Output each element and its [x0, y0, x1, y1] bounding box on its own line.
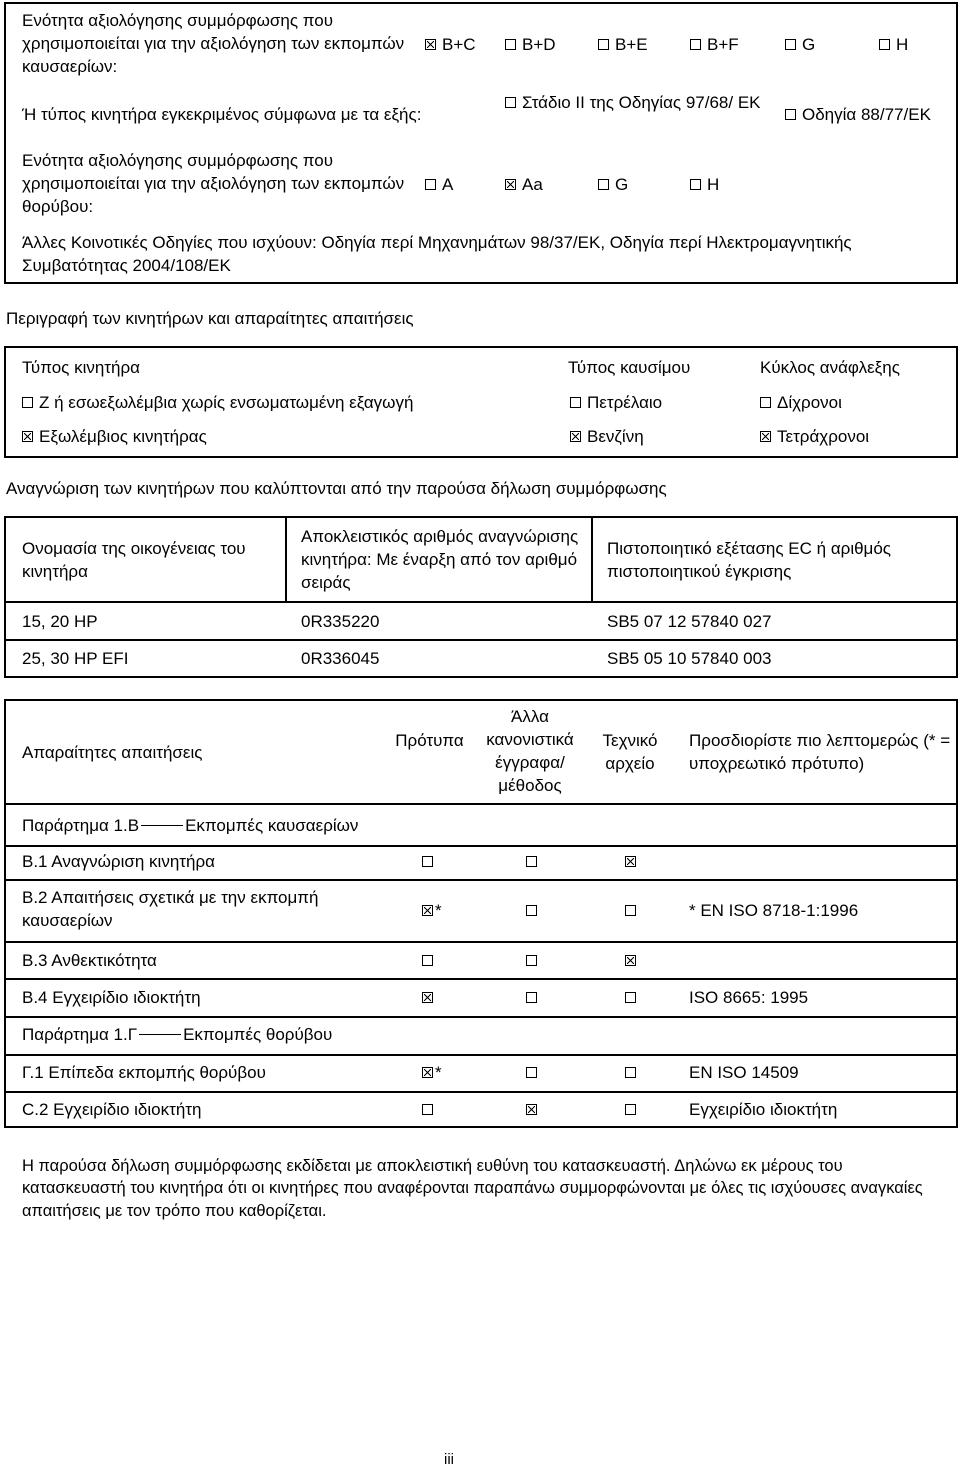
table-row-certificate: SB5 07 12 57840 027 [607, 612, 772, 631]
checkbox[interactable] [526, 856, 537, 867]
noise-option-g[interactable]: G [598, 174, 628, 197]
checkbox[interactable] [625, 955, 636, 966]
checkbox[interactable] [526, 1067, 537, 1078]
engine-type-option-outboard[interactable]: Εξωλέμβιος κινητήρας [22, 426, 207, 449]
fuel-type-header: Τύπος καυσίμου [568, 358, 691, 377]
noise-eval-label: Ενότητα αξιολόγησης συμμόρφωσης που χρησιμοποιείται για την αξιολόγηση των εκπομπών θορύβου: [22, 151, 405, 216]
noise-option-h[interactable]: H [690, 174, 719, 197]
certificate-header: Πιστοποιητικό εξέτασης EC ή αριθμός πιστοποιητικού έγκρισης [607, 539, 891, 581]
checkbox[interactable] [625, 856, 636, 867]
other-docs-checkbox[interactable] [526, 900, 543, 923]
exhaust-option-bc[interactable]: B+C [425, 34, 476, 57]
other-docs-checkbox[interactable] [526, 1099, 543, 1122]
exhaust-option-h[interactable]: H [879, 34, 908, 57]
checkbox[interactable] [422, 856, 433, 867]
requirement-row-label: Γ.1 Επίπεδα εκπομπής θορύβου [22, 1063, 266, 1082]
exhaust-option-bf[interactable]: B+F [690, 34, 739, 57]
checkbox[interactable] [505, 39, 516, 50]
engine-id-header: Αποκλειστικός αριθμός αναγνώρισης κινητήρα: Με έναρξη από τον αριθμό σειράς [301, 527, 579, 592]
checkbox[interactable] [625, 1067, 636, 1078]
technical-file-checkbox[interactable] [625, 1099, 642, 1122]
checkbox[interactable] [625, 1104, 636, 1115]
noise-option-aa[interactable]: Aa [505, 174, 543, 197]
other-docs-checkbox[interactable] [526, 851, 543, 874]
standards-header: Πρότυπα [395, 731, 464, 750]
checkbox[interactable] [422, 1104, 433, 1115]
other-directives: Άλλες Κοινοτικές Οδηγίες που ισχύουν: Οδηγία περί Μηχανημάτων 98/37/ΕΚ, Οδηγία περί Ηλεκτρομαγνητικής Συμβατότητας 2004/108/ΕΚ [22, 233, 852, 275]
fuel-option-diesel[interactable]: Πετρέλαιο [570, 392, 662, 415]
dash [141, 825, 183, 826]
requirement-note: EN ISO 14509 [689, 1063, 799, 1082]
checkbox[interactable] [22, 431, 33, 442]
table-row-serial: 0R336045 [301, 649, 380, 668]
checkbox[interactable] [760, 397, 771, 408]
fuel-option-petrol[interactable]: Βενζίνη [570, 426, 644, 449]
other-docs-checkbox[interactable] [526, 987, 543, 1010]
checkbox[interactable] [625, 905, 636, 916]
checkbox[interactable] [570, 397, 581, 408]
annex-1b-heading: Παράρτημα 1.Β Εκπομπές καυσαερίων [22, 816, 359, 835]
exhaust-option-bd[interactable]: B+D [505, 34, 556, 57]
checkbox[interactable] [422, 905, 433, 916]
exhaust-option-g[interactable]: G [785, 34, 815, 57]
standards-checkbox[interactable] [422, 851, 439, 874]
requirement-note: * EN ISO 8718-1:1996 [689, 901, 859, 920]
technical-file-checkbox[interactable] [625, 1062, 642, 1085]
cycle-option-two-stroke[interactable]: Δίχρονοι [760, 392, 842, 415]
engine-type-option-z[interactable]: Z ή εσωεξωλέμβια χωρίς ενσωματωμένη εξαγωγή [22, 392, 413, 415]
other-docs-checkbox[interactable] [526, 950, 543, 973]
approved-type-label: Ή τύπος κινητήρα εγκεκριμένος σύμφωνα με τα εξής: [22, 105, 422, 124]
standards-checkbox[interactable]: * [422, 1062, 442, 1085]
technical-file-header: Τεχνικό αρχείο [602, 731, 658, 773]
checkbox[interactable] [505, 97, 516, 108]
checkbox[interactable] [422, 992, 433, 1003]
requirements-header: Απαραίτητες απαιτήσεις [22, 743, 203, 762]
table-row-certificate: SB5 05 10 57840 003 [607, 649, 772, 668]
requirement-row-label: Β.1 Αναγνώριση κινητήρα [22, 852, 215, 871]
table-row-family: 15, 20 HP [22, 612, 98, 631]
checkbox[interactable] [422, 955, 433, 966]
checkbox[interactable] [526, 1104, 537, 1115]
technical-file-checkbox[interactable] [625, 851, 642, 874]
checkbox[interactable] [425, 179, 436, 190]
technical-file-checkbox[interactable] [625, 987, 642, 1010]
standards-checkbox[interactable] [422, 1099, 439, 1122]
checkbox[interactable] [505, 179, 516, 190]
requirement-note: Εγχειρίδιο ιδιοκτήτη [689, 1100, 838, 1119]
cycle-option-four-stroke[interactable]: Τετράχρονοι [760, 426, 869, 449]
declaration-text: Η παρούσα δήλωση συμμόρφωσης εκδίδεται με αποκλειστική ευθύνη του κατασκευαστή. Δηλώνω εκ μέρους του κατασκευαστή του κινητήρα ότι οι κινητήρες που αναφέρονται παραπάνω συμμορφώνονται με όλες τις ισχύουσες αναγκαίες απαιτήσεις με τον τρόπο που καθορίζεται. [22, 1157, 923, 1220]
table-row-family: 25, 30 HP EFI [22, 649, 129, 668]
details-header: Προσδιορίστε πιο λεπτομερώς (* = υποχρεωτικό πρότυπο) [689, 731, 951, 773]
exhaust-eval-label: Ενότητα αξιολόγησης συμμόρφωσης που χρησιμοποιείται για την αξιολόγηση των εκπομπών καυσαερίων: [22, 11, 405, 76]
checkbox[interactable] [785, 109, 796, 120]
family-name-header: Ονομασία της οικογένειας του κινητήρα [22, 539, 246, 581]
checkbox[interactable] [690, 179, 701, 190]
checkbox[interactable] [690, 39, 701, 50]
requirement-row-label: Β.4 Εγχειρίδιο ιδιοκτήτη [22, 988, 201, 1007]
ignition-cycle-header: Κύκλος ανάφλεξης [760, 358, 900, 377]
requirement-row-label: C.2 Εγχειρίδιο ιδιοκτήτη [22, 1100, 202, 1119]
checkbox[interactable] [526, 905, 537, 916]
checkbox[interactable] [425, 39, 436, 50]
requirement-note: ISO 8665: 1995 [689, 988, 809, 1007]
engines-section-title: Περιγραφή των κινητήρων και απαραίτητες απαιτήσεις [6, 309, 414, 328]
technical-file-checkbox[interactable] [625, 900, 642, 923]
noise-option-a[interactable]: A [425, 174, 453, 197]
standards-checkbox[interactable]: * [422, 900, 442, 923]
checkbox[interactable] [526, 992, 537, 1003]
other-docs-checkbox[interactable] [526, 1062, 543, 1085]
checkbox[interactable] [526, 955, 537, 966]
dash [139, 1034, 181, 1035]
requirement-row-label: Β.2 Απαιτήσεις σχετικά με την εκπομπή καυσαερίων [22, 888, 319, 930]
engine-type-header: Τύπος κινητήρα [22, 358, 140, 377]
approved-option-88-77[interactable]: Οδηγία 88/77/ΕΚ [785, 104, 931, 127]
checkbox[interactable] [570, 431, 581, 442]
requirement-row-label: Β.3 Ανθεκτικότητα [22, 951, 157, 970]
checkbox[interactable] [598, 39, 609, 50]
checkbox[interactable] [785, 39, 796, 50]
checkbox[interactable] [22, 397, 33, 408]
checkbox[interactable] [760, 431, 771, 442]
exhaust-option-be[interactable]: B+E [598, 34, 648, 57]
standards-checkbox[interactable] [422, 987, 439, 1010]
checkbox[interactable] [879, 39, 890, 50]
approved-option-stage2[interactable]: Στάδιο II της Οδηγίας 97/68/ ΕΚ [505, 92, 775, 115]
identification-section-title: Αναγνώριση των κινητήρων που καλύπτονται από την παρούσα δήλωση συμμόρφωσης [6, 479, 667, 498]
annex-1c-heading: Παράρτημα 1.Γ Εκπομπές θορύβου [22, 1025, 333, 1044]
standards-checkbox[interactable] [422, 950, 439, 973]
checkbox[interactable] [625, 992, 636, 1003]
table-row-serial: 0R335220 [301, 612, 380, 631]
checkbox[interactable] [598, 179, 609, 190]
technical-file-checkbox[interactable] [625, 950, 642, 973]
other-documents-header: Άλλα κανονιστικά έγγραφα/ μέθοδος [486, 707, 574, 795]
checkbox[interactable] [422, 1067, 433, 1078]
page-number: iii [444, 1451, 454, 1468]
